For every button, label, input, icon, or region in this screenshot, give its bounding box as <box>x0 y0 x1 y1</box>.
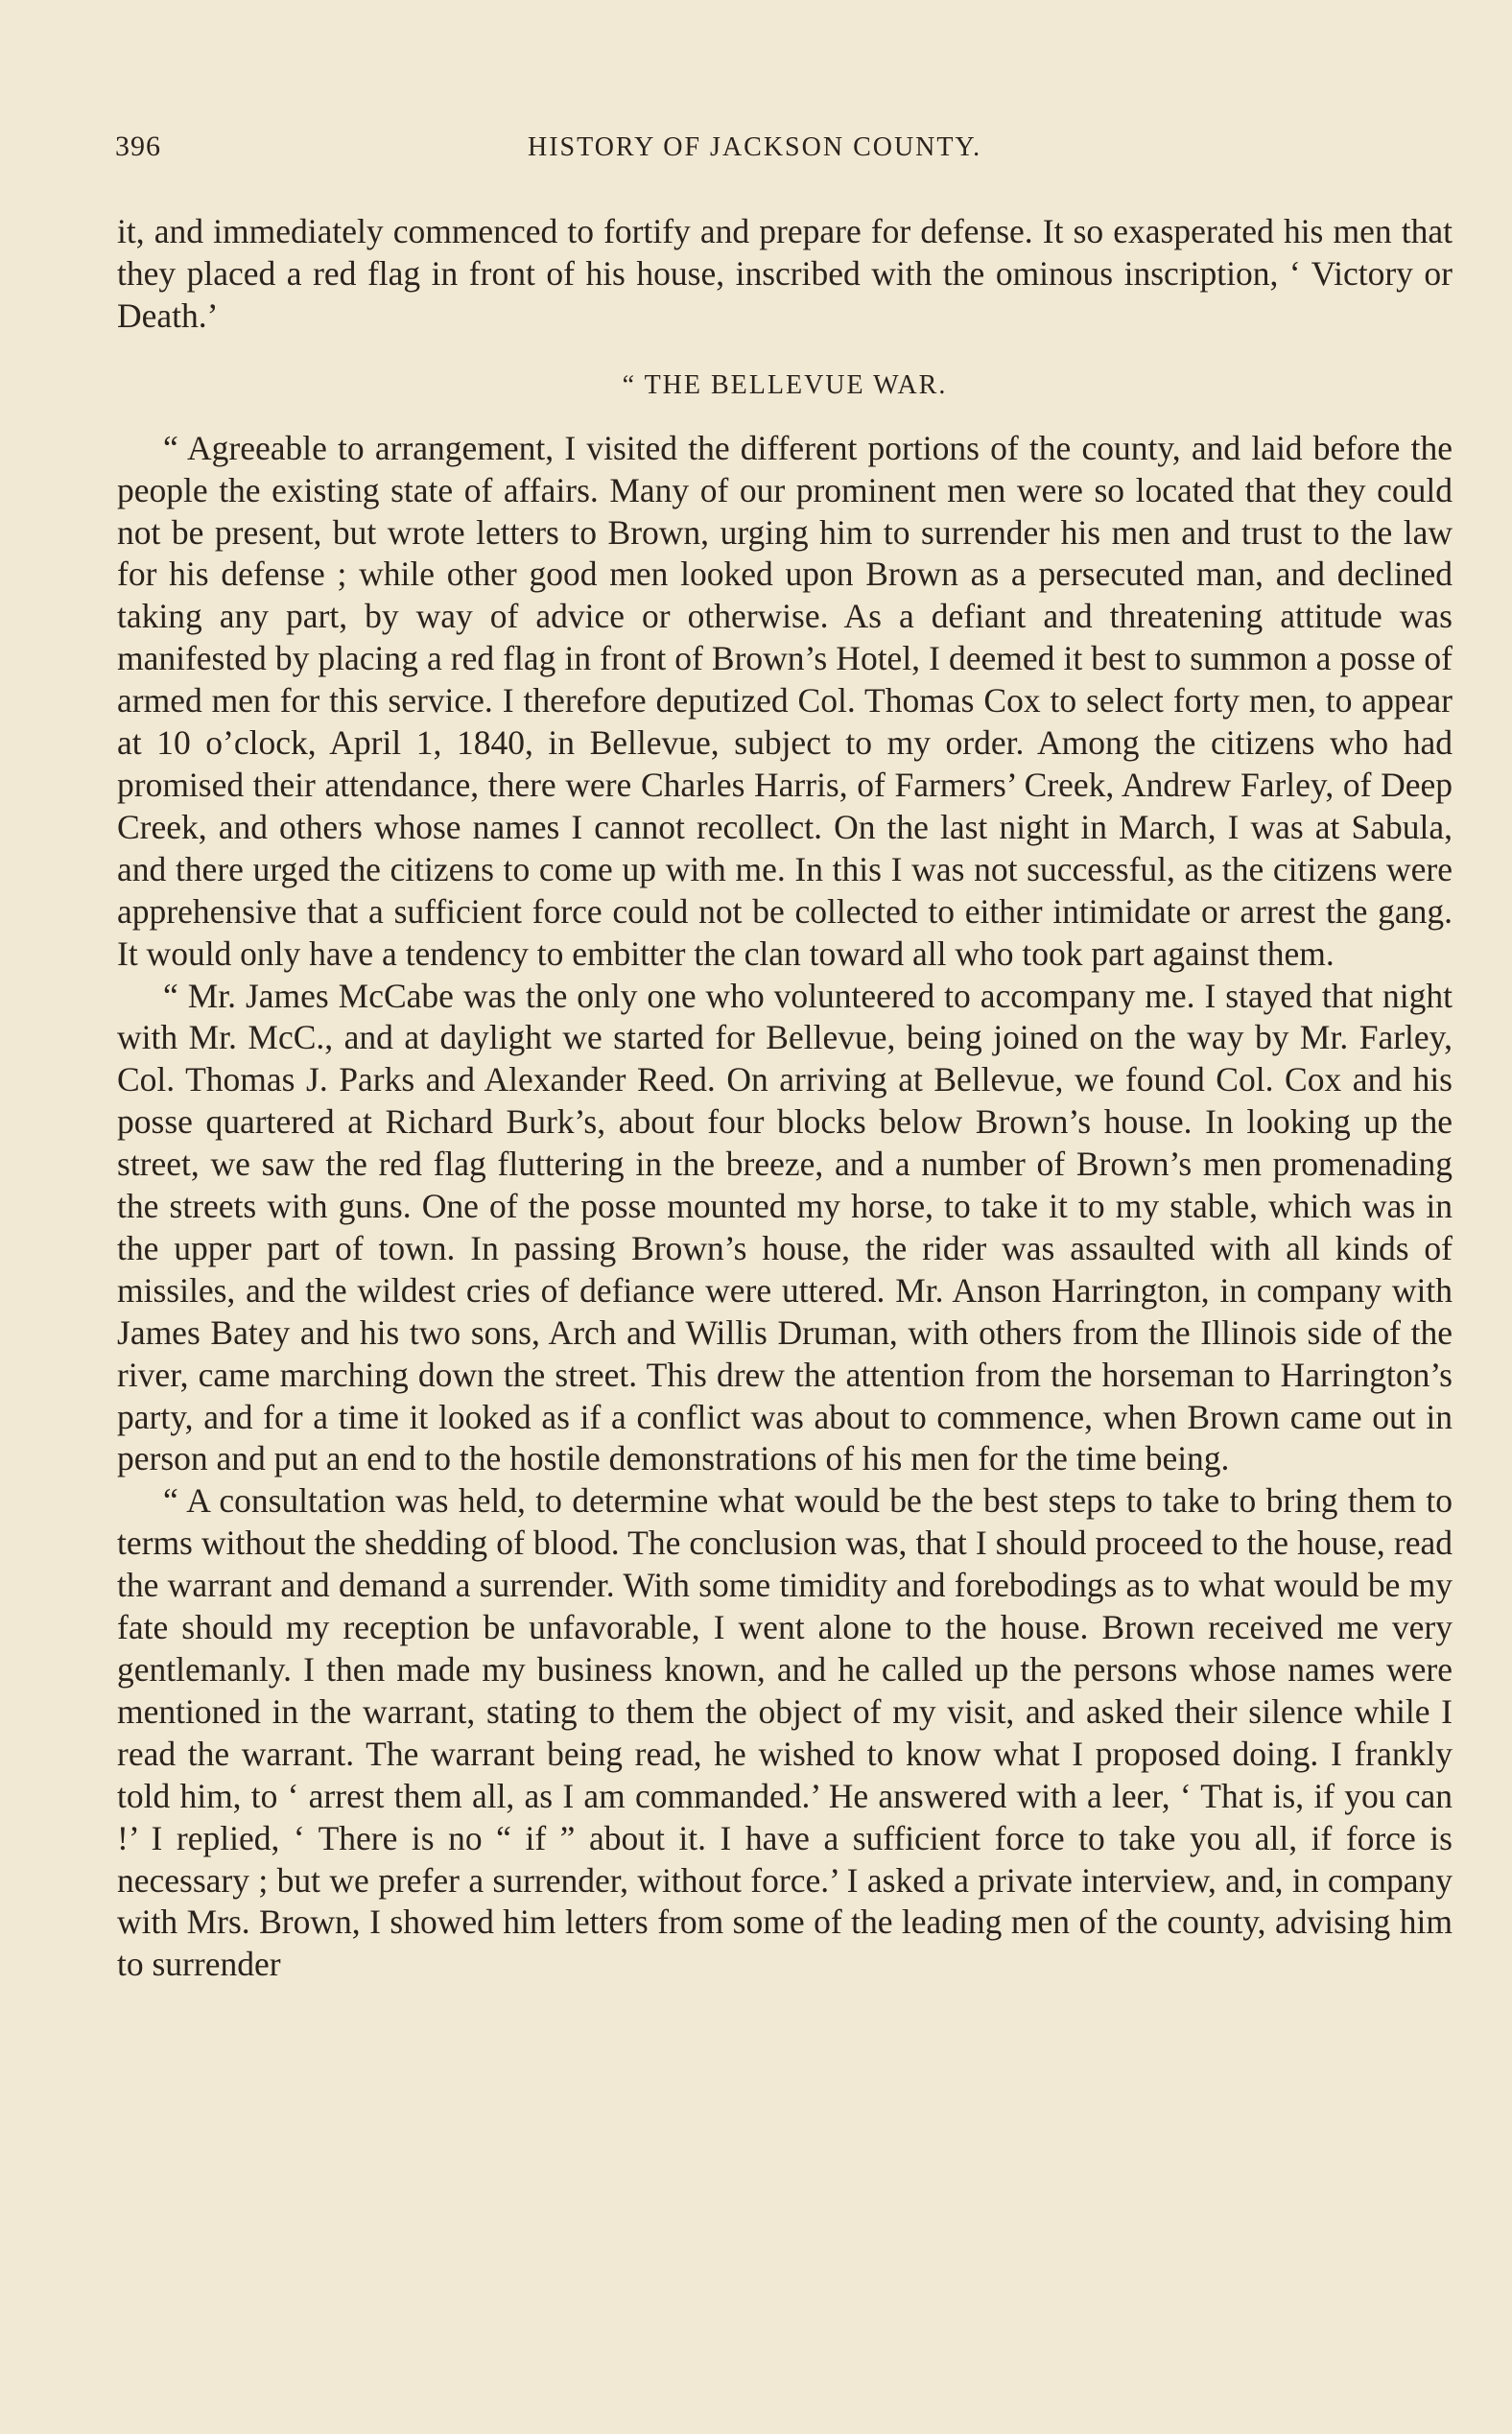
page-header <box>115 130 1453 173</box>
paragraph: “ Mr. James McCabe was the only one who volunteered to accompany me. I stayed that night with Mr. McC., and at daylight we started for Bellevue, being joined on the way by Mr. Farley, Col. Thomas J. Parks and Alexander Reed. On arriving at Bellevue, we found Col. Cox and his posse quartered at Richard Burk’s, about four blocks below Brown’s house. In looking up the street, we saw the red flag fluttering in the breeze, and a number of Brown’s men promenading the streets with guns. One of the posse mounted my horse, to take it to my stable, which was in the upper part of town. In passing Brown’s house, the rider was assaulted with all kinds of missiles, and the wildest cries of defiance were uttered. Mr. Anson Harrington, in company with James Batey and his two sons, Arch and Willis Druman, with others from the Illinois side of the river, came marching down the street. This drew the attention from the horseman to Harrington’s party, and for a time it looked as if a conflict was about to commence, when Brown came out in person and put an end to the hostile demonstrations of his men for the time being. <box>117 976 1453 1478</box>
body-text <box>117 211 1453 1986</box>
running-head: HISTORY OF JACKSON COUNTY. <box>528 132 982 162</box>
page-number: 396 <box>115 130 161 162</box>
paragraph-continuation: it, and immediately commenced to fortify and prepare for defense. It so exasperated his men that they placed a red flag in front of his house, inscribed with the ominous inscription, ‘ Victory or Death.’ <box>117 212 1453 335</box>
paragraph: “ Agreeable to arrangement, I visited the different portions of the county, and laid before the people the existing state of affairs. Many of our prominent men were so located that they could not be present, but wrote letters to Brown, urging him to surrender his men and trust to the law for his defense ; while other good men looked upon Brown as a persecuted man, and declined taking any part, by way of advice or otherwise. As a defiant and threatening attitude was manifested by placing a red flag in front of Brown’s Hotel, I deemed it best to summon a posse of armed men for this service. I therefore deputized Col. Thomas Cox to select forty men, to appear at 10 o’clock, April 1, 1840, in Bellevue, subject to my order. Among the citizens who had promised their attendance, there were Charles Harris, of Farmers’ Creek, Andrew Farley, of Deep Creek, and others whose names I cannot recollect. On the last night in March, I was at Sabula, and there urged the citizens to come up with me. In this I was not successful, as the citizens were apprehensive that a sufficient force could not be collected to either intimidate or arrest the gang. It would only have a tendency to embitter the clan toward all who took part against them. <box>117 428 1453 973</box>
paragraph: “ A consultation was held, to determine what would be the best steps to take to bring them to terms without the shedding of blood. The conclusion was, that I should proceed to the house, read the warrant and demand a surrender. With some timidity and forebodings as to what would be my fate should my reception be unfavorable, I went alone to the house. Brown received me very gentlemanly. I then made my business known, and he called up the persons whose names were mentioned in the warrant, stating to them the object of my visit, and asked their silence while I read the warrant. The warrant being read, he wished to know what I proposed doing. I frankly told him, to ‘ arrest them all, as I am commanded.’ He answered with a leer, ‘ That is, if you can !’ I replied, ‘ There is no “ if ” about it. I have a sufficient force to take you all, if force is necessary ; but we prefer a surrender, without force.’ I asked a private interview, and, in company with Mrs. Brown, I showed him letters from some of the leading men of the county, advising him to surrender <box>117 1481 1453 1984</box>
section-heading: “ THE BELLEVUE WAR. <box>622 369 948 400</box>
